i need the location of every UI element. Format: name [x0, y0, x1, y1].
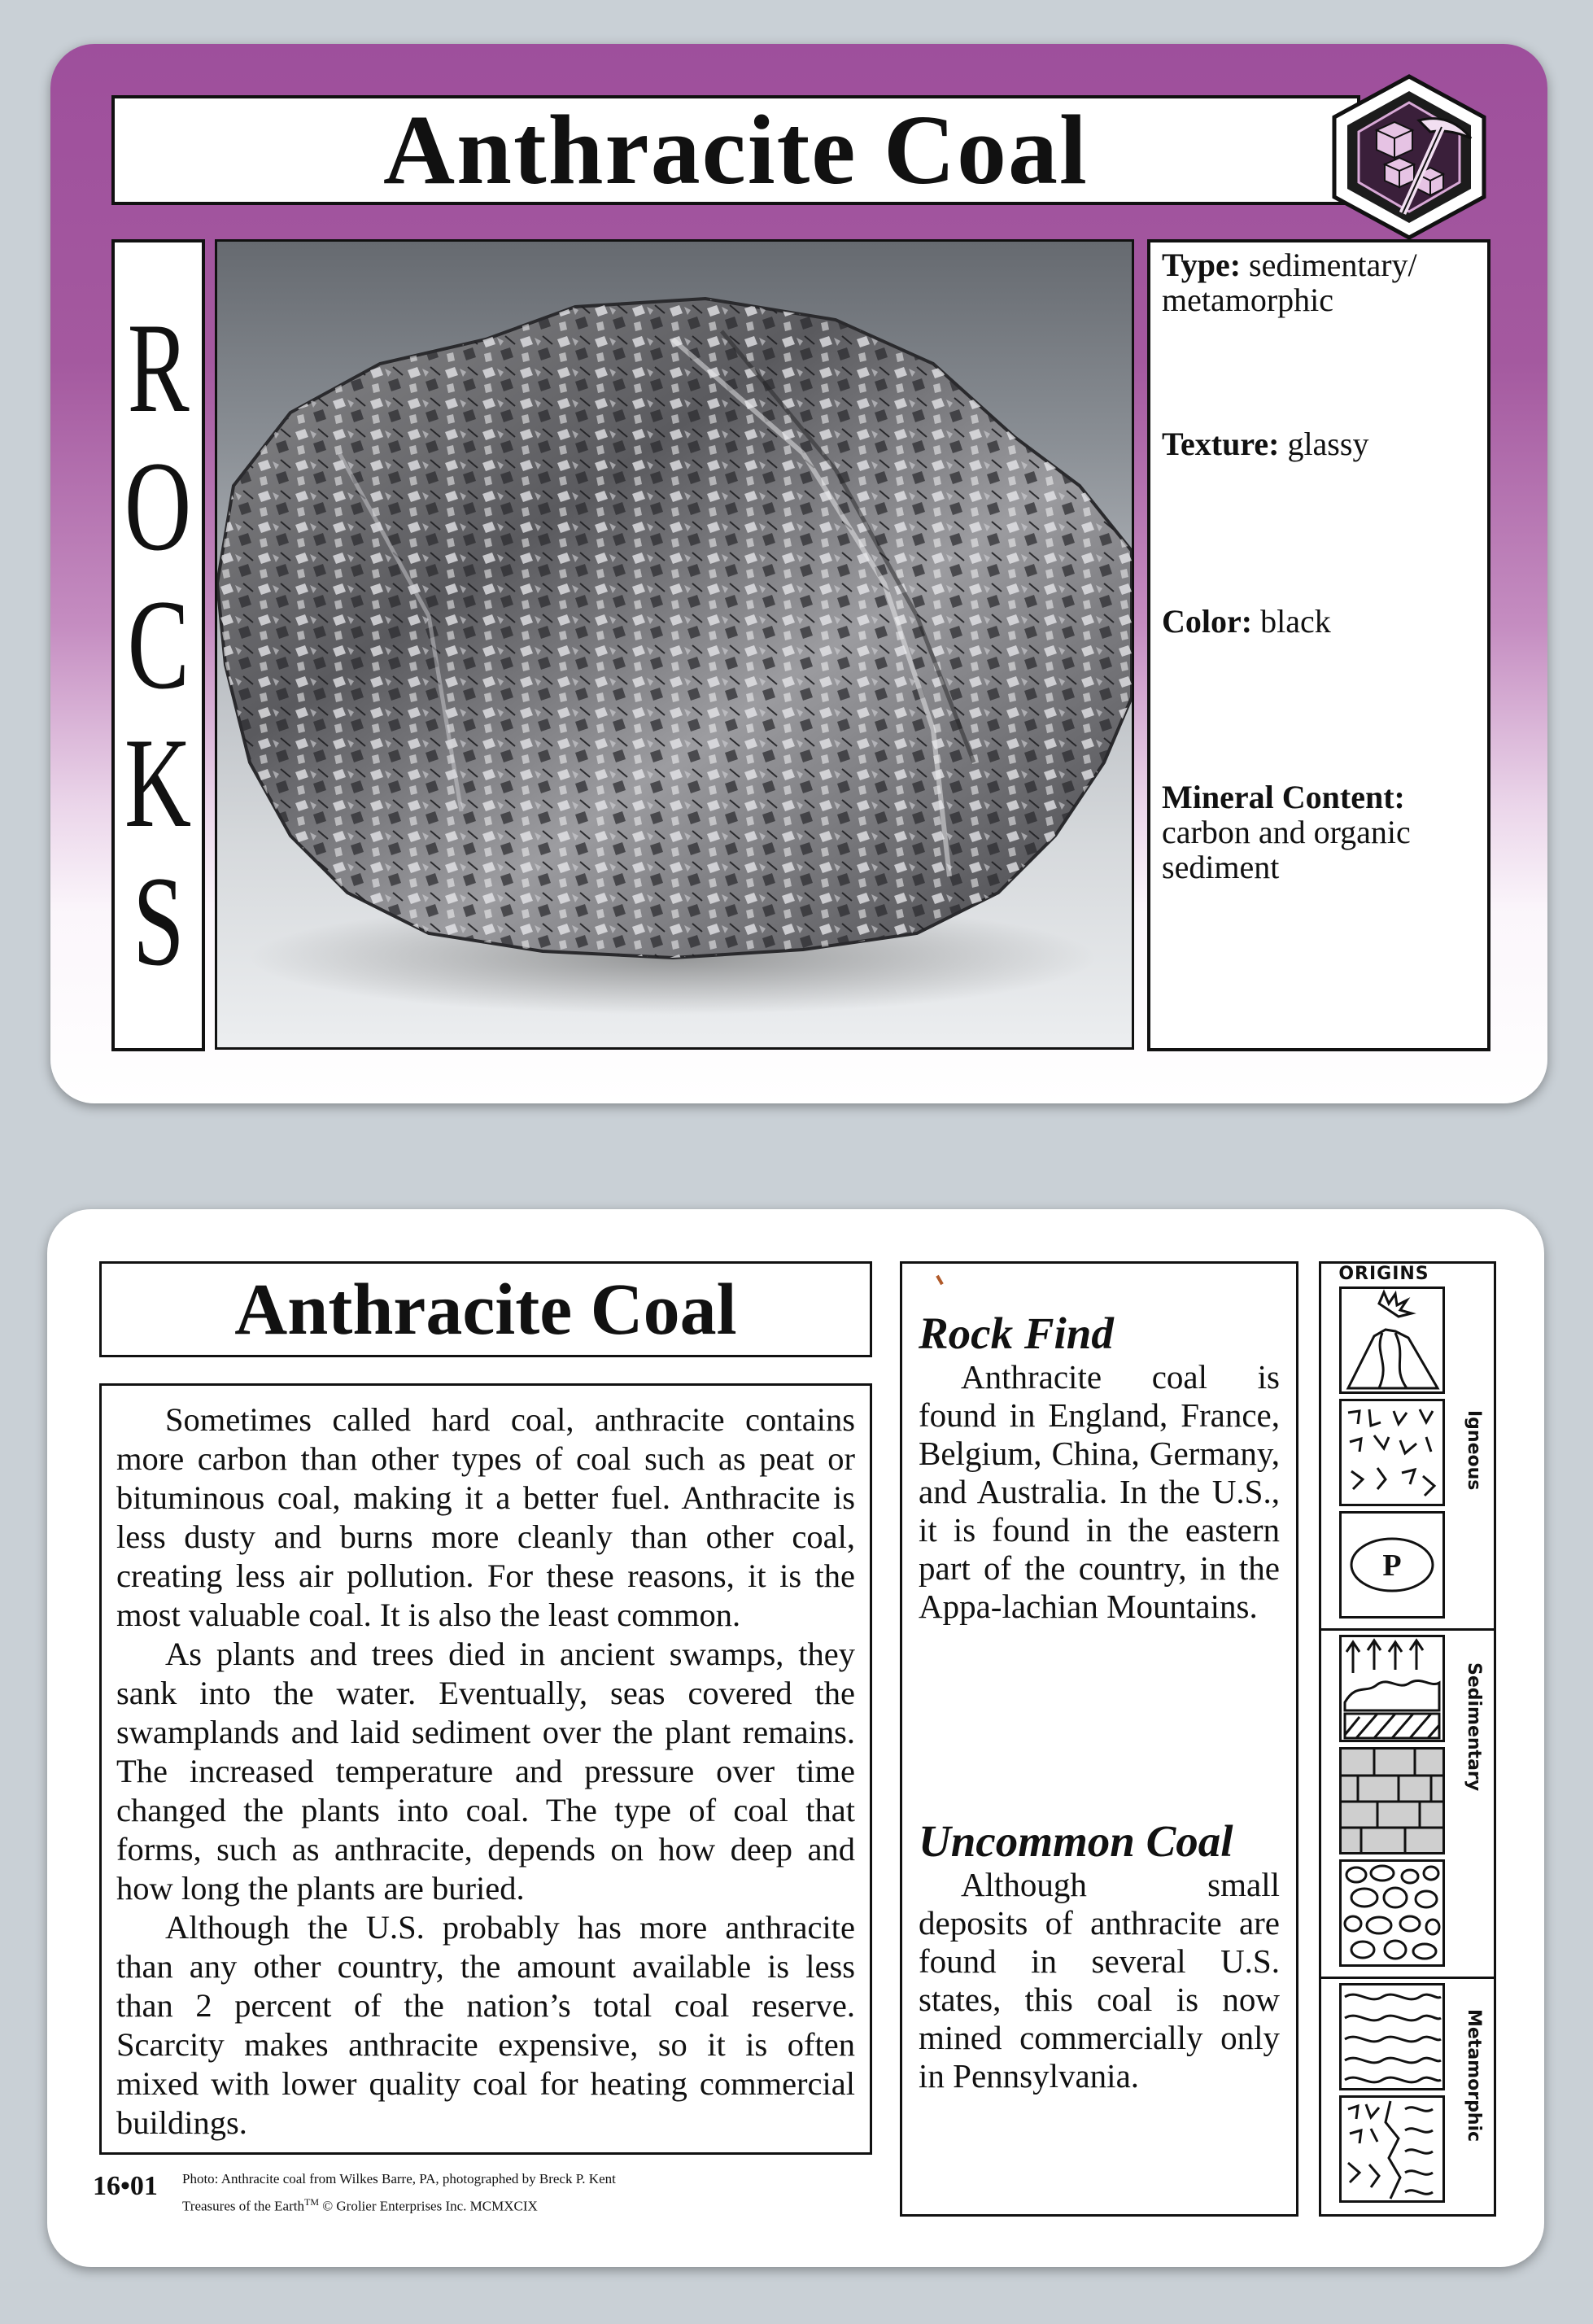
fact-value: black: [1260, 603, 1331, 640]
igneous-crystals-icon: [1339, 1399, 1445, 1506]
copyright-prefix: Treasures of the Earth: [182, 2198, 304, 2214]
group-divider: [1321, 1628, 1494, 1631]
anthracite-sample-image: [217, 242, 1132, 1047]
front-card: [50, 44, 1547, 1103]
fact-value: sedimentary/: [1249, 247, 1417, 283]
section-rock-find: [919, 1309, 1280, 1626]
fact-label: Color:: [1162, 603, 1253, 640]
category-letter: O: [124, 435, 192, 578]
category-letter: C: [127, 574, 190, 716]
category-letter: K: [124, 712, 192, 854]
category-letter: S: [132, 850, 185, 993]
copyright-suffix: © Grolier Enterprises Inc. MCMXCIX: [318, 2198, 538, 2214]
category-letter: R: [127, 297, 190, 439]
metamorphic-mixed-icon: [1339, 2095, 1445, 2203]
photo-credit: Photo: Anthracite coal from Wilkes Barre, PA, photographed by Breck P. Kent: [182, 2171, 616, 2186]
fact-value: glassy: [1287, 426, 1369, 462]
volcano-icon: [1339, 1286, 1445, 1394]
section-heading: Uncommon Coal: [919, 1816, 1233, 1866]
fact-label: Texture:: [1162, 426, 1280, 462]
rock-photo: [215, 239, 1134, 1050]
side-facts-panel: [900, 1261, 1298, 2217]
origins-panel: [1319, 1261, 1496, 2217]
fact-label: Type:: [1162, 247, 1242, 283]
trademark: TM: [303, 2196, 319, 2208]
description-paragraph: As plants and trees died in ancient swamps, they sank into the water. Eventually, seas covered the swamplands and laid sediment over the plant remains. The increased temperature and pressure over time changed the plants into coal. The type of coal that forms, such as anthracite, depends on how deep and how long the plants are buried.: [116, 1636, 855, 1907]
group-label-igneous: Igneous: [1464, 1410, 1484, 1491]
fact-label: Mineral Content:: [1162, 779, 1405, 815]
credits: [182, 2168, 801, 2218]
description-panel: [99, 1383, 872, 2155]
plutonic-icon: [1339, 1511, 1445, 1618]
hexagon-crystal-pickaxe-icon: [1328, 73, 1490, 241]
fact-value: sediment: [1162, 849, 1280, 885]
sediment-deposit-icon: [1339, 1635, 1445, 1742]
fact-value: metamorphic: [1162, 282, 1334, 318]
conglomerate-icon: [1339, 1859, 1445, 1967]
card-code: 16•01: [93, 2171, 158, 2201]
fact-value: carbon and organic: [1162, 814, 1411, 850]
description-paragraph: Sometimes called hard coal, anthracite contains more carbon than other types of coal such as peat or bituminous coal, making it a better fuel. Anthracite is less dusty and burns more cleanly than other coal, creating less air pollution. For these reasons, it is the most valuable coal. It is also the least common.: [116, 1401, 855, 1633]
print-mark: [936, 1275, 943, 1285]
plutonic-mark: P: [1382, 1549, 1402, 1583]
group-label-metamorphic: Metamorphic: [1464, 2009, 1484, 2143]
section-text: Anthracite coal is found in England, France, Belgium, China, Germany, and Australia. In the U.S., it is found in the eastern part of the country, in the Appa-lachian Mountains.: [919, 1358, 1280, 1625]
facts-panel: [1147, 239, 1490, 1051]
fact-type: [1162, 247, 1479, 317]
origins-label: ORIGINS: [1338, 1264, 1429, 1284]
back-title: Anthracite Coal: [99, 1261, 872, 1357]
brick-layers-icon: [1339, 1747, 1445, 1854]
fact-texture: [1162, 426, 1479, 461]
section-uncommon-coal: [919, 1817, 1280, 2095]
section-heading: Rock Find: [919, 1308, 1114, 1358]
section-text: Although small deposits of anthracite are found in several U.S. states, this coal is now mined commercially only in Pennsylvania.: [919, 1866, 1280, 2095]
copyright-line: [182, 2191, 801, 2218]
fact-mineral-content: [1162, 780, 1479, 885]
fact-color: [1162, 604, 1479, 639]
rocks-category-label: [111, 239, 205, 1051]
group-label-sedimentary: Sedimentary: [1464, 1662, 1484, 1792]
wavy-foliation-icon: [1339, 1983, 1445, 2090]
front-title: Anthracite Coal: [111, 95, 1360, 205]
group-divider: [1321, 1977, 1494, 1979]
back-card: [47, 1209, 1544, 2267]
description-paragraph: Although the U.S. probably has more anthracite than any other country, the amount available is less than 2 percent of the nation’s total coal reserve. Scarcity makes anthracite expensive, so it is often mixed with lower quality coal for heating commercial buildings.: [116, 1909, 855, 2141]
